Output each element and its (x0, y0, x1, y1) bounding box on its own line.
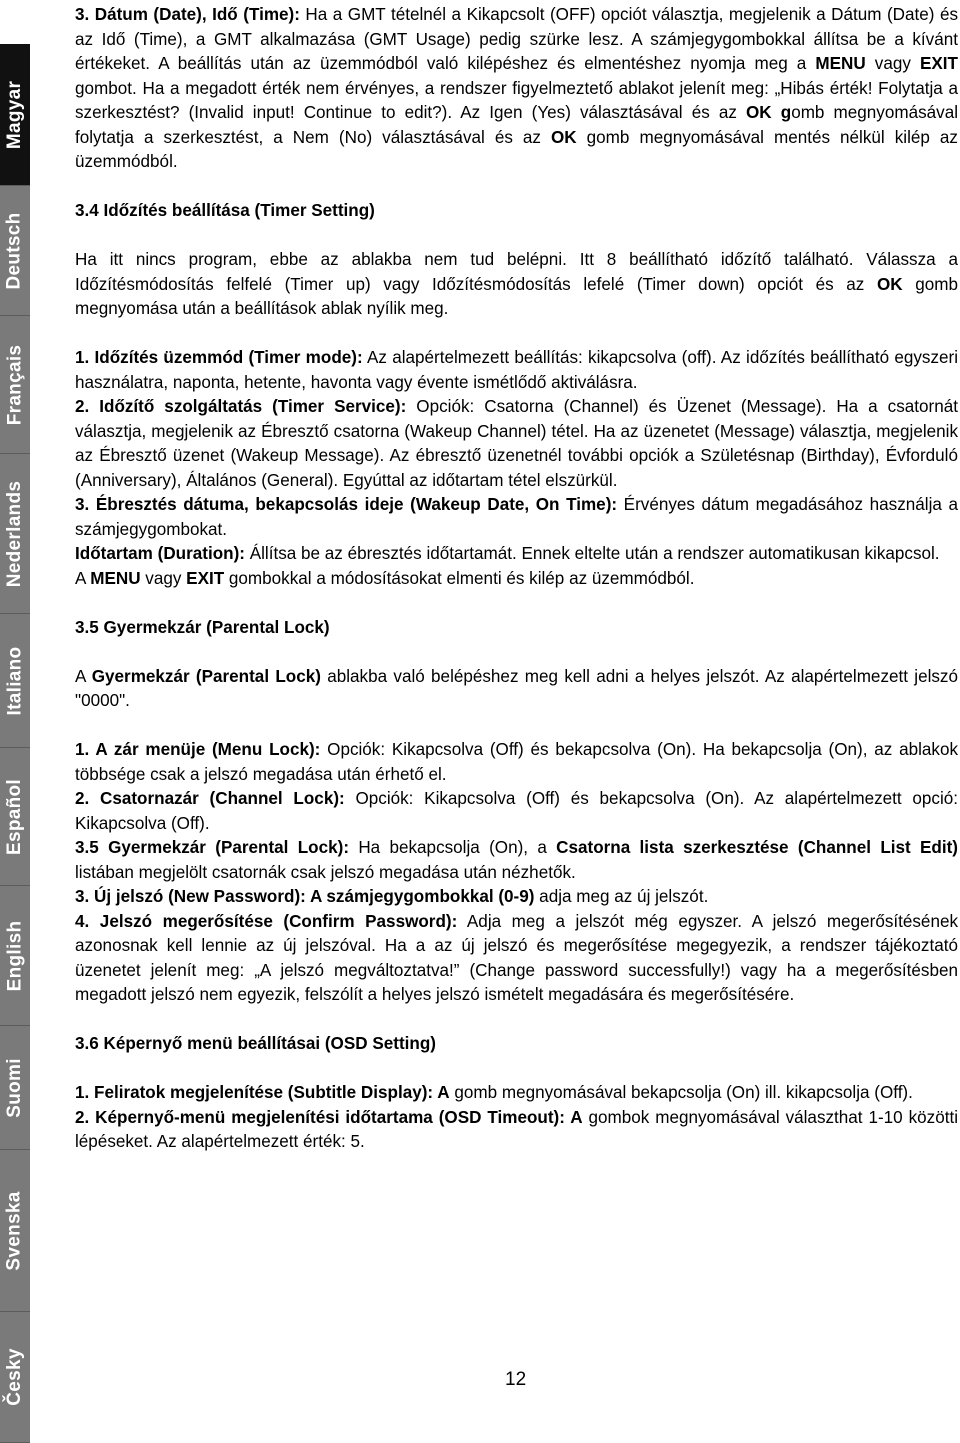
language-tab-suomi[interactable]: Suomi (0, 1026, 30, 1150)
subtitle-display-paragraph: 1. Feliratok megjelenítése (Subtitle Display): A gomb megnyomásával bekapcsolja (On) ill. kikapcsolja (Off). (75, 1083, 913, 1102)
page-number: 12 (505, 1369, 527, 1390)
channel-lock-paragraph: 2. Csatornazár (Channel Lock): Opciók: Kikapcsolva (Off) és bekapcsolva (On). Az alapértelmezett opció: Kikapcsolva (Off). (75, 789, 958, 833)
language-tab-deutsch[interactable]: Deutsch (0, 186, 30, 316)
new-password-paragraph: 3. Új jelszó (New Password): A számjegygombokkal (0-9) adja meg az új jelszót. (75, 887, 709, 906)
menu-lock-paragraph: 1. A zár menüje (Menu Lock): Opciók: Kikapcsolva (Off) és bekapcsolva (On). Ha bekapcsolja (On), az ablakok többsége csak a jelszó megadása után érhető el. (75, 740, 959, 784)
language-tab-cesky[interactable]: Česky (0, 1312, 30, 1443)
parental-lock-item-paragraph: 3.5 Gyermekzár (Parental Lock): Ha bekapcsolja (On), a Csatorna lista szerkesztése (Channel List Edit) listában megjelölt csatornák csak jelszó megadása után nézhetők. (75, 838, 958, 882)
language-tab-svenska[interactable]: Svenska (0, 1150, 30, 1312)
language-tab-italiano[interactable]: Italiano (0, 614, 30, 748)
language-sidebar (0, 44, 30, 1443)
section-heading-osd: 3.6 Képernyő menü beállításai (OSD Setting) (75, 1034, 436, 1053)
language-tab-english[interactable]: English (0, 886, 30, 1026)
language-tab-espanol[interactable]: Español (0, 748, 30, 886)
section-heading-timer: 3.4 Időzítés beállítása (Timer Setting) (75, 201, 375, 220)
language-tab-francais[interactable]: Français (0, 316, 30, 454)
language-tab-nederlands[interactable]: Nederlands (0, 454, 30, 614)
language-tab-magyar[interactable]: Magyar (0, 44, 30, 186)
timer-mode-paragraph: 1. Időzítés üzemmód (Timer mode): Az alapértelmezett beállítás: kikapcsolva (off). Az időzítés beállítható egyszeri használatra, naponta, hetente, havonta vagy évente ismétlődő aktiválásra. (75, 348, 958, 392)
duration-paragraph: Időtartam (Duration): Állítsa be az ébresztés időtartamát. Ennek eltelte után a rendszer automatikusan kikapcsol. (75, 544, 940, 563)
menu-exit-paragraph: A MENU vagy EXIT gombokkal a módosításokat elmenti és kilép az üzemmódból. (75, 568, 695, 588)
timer-service-paragraph: 2. Időzítő szolgáltatás (Timer Service): Opciók: Csatorna (Channel) és Üzenet (Message). Ha a csatornát választja, megjelenik az Ébresztő csatorna (Wakeup Channel) tétel. Ha az üzenetet (Message) választja, megjelenik az Ébresztő üzenet (Wakeup Message). Az ébresztő üzenetnél további opciók a Születésnap (Birthday), Évforduló (Anniversary), Általános (General). Egyúttal az időtartam tétel elszürkül. (75, 397, 958, 490)
parental-lock-intro-paragraph: A Gyermekzár (Parental Lock) ablakba való belépéshez meg kell adni a helyes jelszót. Az alapértelmezett jelszó "0000". (75, 666, 958, 710)
date-time-paragraph: 3. Dátum (Date), Idő (Time): Ha a GMT tételnél a Kikapcsolt (OFF) opciót választja, megjelenik a Dátum (Date) és az Idő (Time), a GMT alkalmazása (GMT Usage) pedig szürke lesz. A számjegygombokkal állítsa be a kívánt értékeket. A beállítás után az üzemmódból való kilépéshez és elmentéshez nyomja meg a MENU vagy EXIT gombot. Ha a megadott érték nem érvényes, a rendszer figyelmeztető ablakot jelenít meg: „Hibás érték! Folytatja a szerkesztést? (Invalid input! Continue to edit?). Az Igen (Yes) választásával és az OK gomb megnyomásával folytatja a szerkesztést, a Nem (No) választásával és az OK gomb megnyomásával mentés nélkül kilép az üzemmódból. (75, 5, 959, 171)
confirm-password-paragraph: 4. Jelszó megerősítése (Confirm Password): Adja meg a jelszót még egyszer. A jelszó megerősítésének azonosnak kell lennie az új jelszóval. Ha a az új jelszó és megerősítése megegyezik, a rendszer tájékoztató üzenetet jelenít meg: „A jelszó megváltoztatva!” (Change password successfully!) vagy ha a megerősítésben megadott jelszó nem egyezik, felszólít a helyes jelszó ismételt megadására és megerősítésére. (75, 911, 958, 1004)
osd-timeout-paragraph: 2. Képernyő-menü megjelenítési időtartama (OSD Timeout): A gombok megnyomásával választhat 1-10 közötti lépéseket. Az alapértelmezett érték: 5. (75, 1107, 958, 1151)
manual-page-content (75, 3, 958, 1155)
section-heading-parental-lock: 3.5 Gyermekzár (Parental Lock) (75, 617, 330, 637)
timer-intro-paragraph: Ha itt nincs program, ebbe az ablakba nem tud belépni. Itt 8 beállítható időzítő található. Válassza a Időzítésmódosítás felfelé (Timer up) vagy Időzítésmódosítás lefelé (Timer down) opciót és az OK gomb megnyomása után a beállítások ablak nyílik meg. (75, 250, 958, 318)
wakeup-date-paragraph: 3. Ébresztés dátuma, bekapcsolás ideje (Wakeup Date, On Time): Érvényes dátum megadásához használja a számjegygombokat. (75, 495, 958, 539)
